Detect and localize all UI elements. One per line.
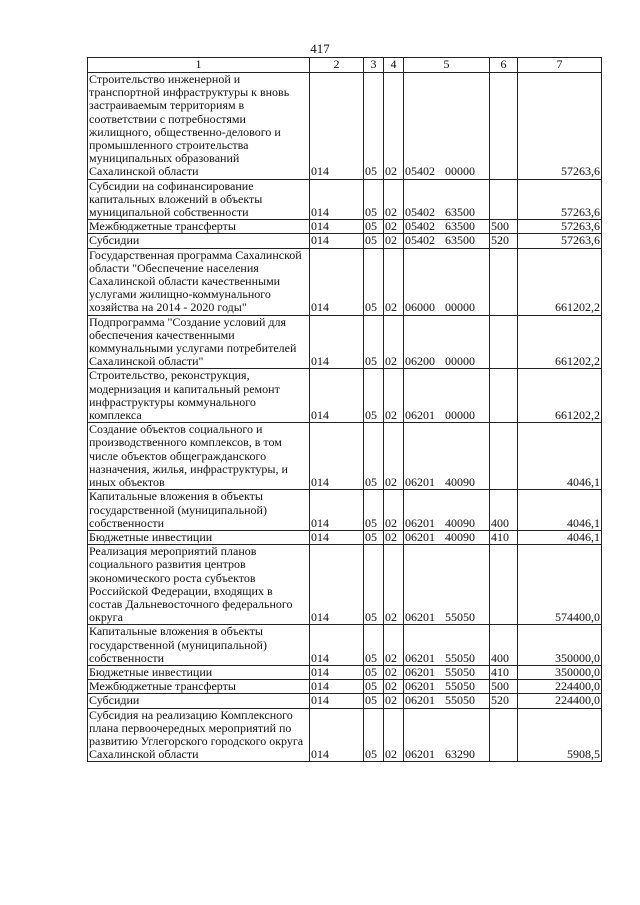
header-col-4: 4 (384, 58, 404, 73)
row-target-code (404, 369, 490, 423)
table-row (88, 530, 602, 544)
row-target-program: 06201 (405, 693, 435, 708)
row-name: Создание объектов социального и производственного комплексов, в том числе объектов общегражданского назначения, жилья, инфраструктуры, и иных объектов (88, 423, 310, 490)
row-section: 05 (364, 179, 384, 220)
row-subsection: 02 (384, 545, 404, 625)
row-ministry: 014 (310, 369, 364, 423)
row-ministry: 014 (310, 179, 364, 220)
row-target-program: 06201 (405, 530, 435, 544)
row-expense-type (490, 369, 518, 423)
table-row (88, 423, 602, 490)
row-amount: 4046,1 (518, 530, 602, 544)
row-ministry: 014 (310, 220, 364, 234)
row-subsection: 02 (384, 490, 404, 531)
row-expense-type: 410 (490, 530, 518, 544)
row-name: Субсидии на софинансирование капитальных вложений в объекты муниципальной собственности (88, 179, 310, 220)
row-target-direction: 00000 (445, 300, 475, 315)
row-target-direction: 00000 (445, 408, 475, 423)
row-expense-type (490, 315, 518, 369)
table-row (88, 490, 602, 531)
row-expense-type: 400 (490, 490, 518, 531)
row-target-program: 06201 (405, 475, 435, 490)
row-expense-type (490, 708, 518, 762)
row-target-direction: 00000 (445, 354, 475, 369)
table-row (88, 680, 602, 694)
row-ministry: 014 (310, 490, 364, 531)
row-name: Строительство инженерной и транспортной инфраструктуры к вновь застраиваемым территориям в соответствии с потребностями жилищного, общественно-делового и промышленного строительства муниципальных образований Сахалинской области (88, 73, 310, 180)
row-target-program: 05402 (405, 233, 435, 248)
table-row (88, 234, 602, 248)
row-expense-type: 500 (490, 680, 518, 694)
row-name: Капитальные вложения в объекты государственной (муниципальной) собственности (88, 625, 310, 666)
row-section: 05 (364, 625, 384, 666)
table-row (88, 179, 602, 220)
row-target-direction: 55050 (445, 693, 475, 708)
row-amount: 661202,2 (518, 248, 602, 315)
row-target-code (404, 490, 490, 531)
table-row (88, 708, 602, 762)
row-amount: 661202,2 (518, 315, 602, 369)
row-subsection: 02 (384, 680, 404, 694)
row-target-direction: 55050 (445, 665, 475, 679)
row-expense-type (490, 423, 518, 490)
row-amount: 57263,6 (518, 220, 602, 234)
row-target-direction: 00000 (445, 164, 475, 179)
row-amount: 57263,6 (518, 73, 602, 180)
table-row (88, 369, 602, 423)
row-target-code (404, 680, 490, 694)
row-ministry: 014 (310, 680, 364, 694)
row-target-code (404, 708, 490, 762)
row-ministry: 014 (310, 315, 364, 369)
row-ministry: 014 (310, 73, 364, 180)
row-target-code (404, 234, 490, 248)
table-body (88, 73, 602, 762)
row-name: Реализация мероприятий планов социального развития центров экономического роста субъектов Российской Федерации, входящих в состав Дальневосточного федерального округа (88, 545, 310, 625)
row-name: Субсидия на реализацию Комплексного плана первоочередных мероприятий по развитию Углегорского городского округа Сахалинской области (88, 708, 310, 762)
row-section: 05 (364, 248, 384, 315)
row-target-code (404, 220, 490, 234)
row-subsection: 02 (384, 423, 404, 490)
row-expense-type: 520 (490, 694, 518, 708)
row-section: 05 (364, 423, 384, 490)
budget-table (87, 57, 602, 762)
row-target-program: 06200 (405, 354, 435, 369)
row-expense-type (490, 248, 518, 315)
table-row (88, 625, 602, 666)
row-target-code (404, 665, 490, 679)
row-section: 05 (364, 680, 384, 694)
row-amount: 224400,0 (518, 694, 602, 708)
row-section: 05 (364, 530, 384, 544)
row-name: Государственная программа Сахалинской области "Обеспечение населения Сахалинской области качественными услугами жилищно-коммунального хозяйства на 2014 - 2020 годы" (88, 248, 310, 315)
row-ministry: 014 (310, 423, 364, 490)
row-target-code (404, 248, 490, 315)
row-ministry: 014 (310, 694, 364, 708)
page-number: 417 (310, 41, 330, 56)
row-subsection: 02 (384, 248, 404, 315)
row-subsection: 02 (384, 315, 404, 369)
row-target-direction: 40090 (445, 475, 475, 490)
row-name: Строительство, реконструкция, модернизация и капитальный ремонт инфраструктуры коммунального комплекса (88, 369, 310, 423)
header-col-6: 6 (490, 58, 518, 73)
row-amount: 57263,6 (518, 179, 602, 220)
row-target-program: 06201 (405, 650, 435, 665)
row-subsection: 02 (384, 625, 404, 666)
row-section: 05 (364, 220, 384, 234)
row-name: Субсидии (88, 234, 310, 248)
row-target-code (404, 694, 490, 708)
row-expense-type: 500 (490, 220, 518, 234)
row-target-program: 06201 (405, 747, 435, 762)
row-target-direction: 55050 (445, 610, 475, 625)
row-name: Межбюджетные трансферты (88, 220, 310, 234)
row-amount: 574400,0 (518, 545, 602, 625)
row-expense-type: 410 (490, 665, 518, 679)
row-target-direction: 63500 (445, 233, 475, 248)
row-name: Бюджетные инвестиции (88, 665, 310, 679)
row-section: 05 (364, 315, 384, 369)
row-section: 05 (364, 708, 384, 762)
row-ministry: 014 (310, 708, 364, 762)
row-subsection: 02 (384, 234, 404, 248)
row-target-program: 06000 (405, 300, 435, 315)
table-row (88, 73, 602, 180)
row-name: Капитальные вложения в объекты государственной (муниципальной) собственности (88, 490, 310, 531)
row-subsection: 02 (384, 179, 404, 220)
row-expense-type (490, 179, 518, 220)
row-section: 05 (364, 665, 384, 679)
row-target-code (404, 73, 490, 180)
row-expense-type: 400 (490, 625, 518, 666)
row-expense-type (490, 73, 518, 180)
table-row (88, 545, 602, 625)
row-target-direction: 55050 (445, 679, 475, 694)
row-amount: 661202,2 (518, 369, 602, 423)
row-target-code (404, 530, 490, 544)
row-target-program: 05402 (405, 205, 435, 220)
row-target-direction: 63290 (445, 747, 475, 762)
header-col-1: 1 (88, 58, 310, 73)
row-amount: 4046,1 (518, 490, 602, 531)
row-section: 05 (364, 234, 384, 248)
row-target-program: 05402 (405, 164, 435, 179)
header-col-2: 2 (310, 58, 364, 73)
row-target-direction: 63500 (445, 205, 475, 220)
row-target-code (404, 545, 490, 625)
row-target-code (404, 315, 490, 369)
row-ministry: 014 (310, 665, 364, 679)
row-amount: 350000,0 (518, 665, 602, 679)
header-col-5: 5 (404, 58, 490, 73)
row-subsection: 02 (384, 369, 404, 423)
row-target-program: 06201 (405, 515, 435, 530)
row-target-direction: 55050 (445, 650, 475, 665)
row-amount: 350000,0 (518, 625, 602, 666)
row-ministry: 014 (310, 530, 364, 544)
row-ministry: 014 (310, 248, 364, 315)
table-row (88, 248, 602, 315)
row-ministry: 014 (310, 234, 364, 248)
table-header-row (88, 58, 602, 73)
row-subsection: 02 (384, 530, 404, 544)
row-section: 05 (364, 490, 384, 531)
row-subsection: 02 (384, 220, 404, 234)
row-ministry: 014 (310, 545, 364, 625)
row-target-program: 06201 (405, 665, 435, 679)
header-col-3: 3 (364, 58, 384, 73)
row-amount: 224400,0 (518, 680, 602, 694)
row-subsection: 02 (384, 665, 404, 679)
row-target-direction: 40090 (445, 515, 475, 530)
table-row (88, 315, 602, 369)
table-row (88, 220, 602, 234)
row-expense-type: 520 (490, 234, 518, 248)
header-col-7: 7 (518, 58, 602, 73)
row-amount: 57263,6 (518, 234, 602, 248)
row-name: Межбюджетные трансферты (88, 680, 310, 694)
table-row (88, 694, 602, 708)
row-target-code (404, 179, 490, 220)
row-target-program: 06201 (405, 408, 435, 423)
row-expense-type (490, 545, 518, 625)
row-target-code (404, 625, 490, 666)
row-subsection: 02 (384, 708, 404, 762)
row-name: Подпрограмма "Создание условий для обеспечения качественными коммунальными услугами потребителей Сахалинской области" (88, 315, 310, 369)
row-section: 05 (364, 369, 384, 423)
row-amount: 4046,1 (518, 423, 602, 490)
row-section: 05 (364, 73, 384, 180)
row-target-program: 06201 (405, 679, 435, 694)
row-subsection: 02 (384, 73, 404, 180)
row-subsection: 02 (384, 694, 404, 708)
row-name: Бюджетные инвестиции (88, 530, 310, 544)
row-section: 05 (364, 545, 384, 625)
table-row (88, 665, 602, 679)
row-target-program: 05402 (405, 219, 435, 234)
row-section: 05 (364, 694, 384, 708)
row-ministry: 014 (310, 625, 364, 666)
row-name: Субсидии (88, 694, 310, 708)
row-target-direction: 40090 (445, 530, 475, 544)
row-amount: 5908,5 (518, 708, 602, 762)
row-target-code (404, 423, 490, 490)
row-target-program: 06201 (405, 610, 435, 625)
row-target-direction: 63500 (445, 219, 475, 234)
